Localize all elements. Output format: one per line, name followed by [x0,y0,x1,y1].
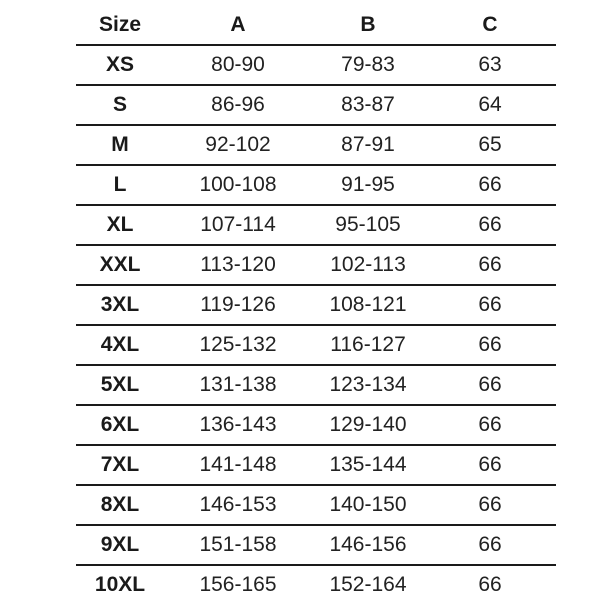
size-cell: 3XL [76,285,164,325]
table-row [76,85,556,125]
size-chart-table [76,6,556,604]
size-cell: M [76,125,164,165]
size-cell: 10XL [94,573,146,596]
table-row [76,405,556,445]
size-cell: XXL [76,245,164,285]
size-cell: 8XL [76,485,164,525]
a-cell: 125-132 [164,325,312,365]
size-cell: XS [76,45,164,85]
b-cell: 146-156 [312,525,424,565]
size-cell: 9XL [76,525,164,565]
b-cell: 116-127 [312,325,424,365]
table-row [76,565,556,604]
table-row [76,125,556,165]
c-cell: 66 [424,325,556,365]
size-cell: S [76,85,164,125]
b-cell: 135-144 [312,445,424,485]
c-cell: 66 [424,165,556,205]
c-cell: 66 [424,365,556,405]
table-row [76,485,556,525]
a-cell: 136-143 [164,405,312,445]
b-cell: 152-164 [329,573,407,596]
c-cell: 66 [424,205,556,245]
table-row [76,285,556,325]
table-row [76,245,556,285]
column-header-b: B [312,6,424,45]
c-cell: 63 [424,45,556,85]
a-cell: 146-153 [164,485,312,525]
column-header-size: Size [76,6,164,45]
b-cell: 140-150 [312,485,424,525]
header-row [76,6,556,45]
a-cell: 107-114 [164,205,312,245]
a-cell: 100-108 [164,165,312,205]
a-cell: 86-96 [164,85,312,125]
c-cell: 66 [424,445,556,485]
a-cell: 131-138 [164,365,312,405]
table-row [76,205,556,245]
b-cell: 83-87 [312,85,424,125]
c-cell: 66 [424,405,556,445]
c-cell: 66 [424,485,556,525]
size-cell: 5XL [76,365,164,405]
a-cell: 151-158 [164,525,312,565]
size-cell: XL [76,205,164,245]
b-cell: 95-105 [312,205,424,245]
b-cell: 102-113 [312,245,424,285]
table-row [76,525,556,565]
b-cell: 108-121 [312,285,424,325]
c-cell: 64 [424,85,556,125]
b-cell: 123-134 [312,365,424,405]
table-row [76,365,556,405]
c-cell: 66 [424,285,556,325]
b-cell: 91-95 [312,165,424,205]
column-header-c: C [424,6,556,45]
size-cell: 4XL [76,325,164,365]
b-cell: 79-83 [312,45,424,85]
column-header-a: A [164,6,312,45]
table-row [76,45,556,85]
a-cell: 141-148 [164,445,312,485]
table-body [76,45,556,604]
table-row [76,445,556,485]
c-cell: 66 [478,573,502,596]
table-row [76,165,556,205]
table-row [76,325,556,365]
c-cell: 66 [424,245,556,285]
a-cell: 156-165 [199,573,277,596]
a-cell: 119-126 [164,285,312,325]
size-cell: 6XL [76,405,164,445]
b-cell: 129-140 [312,405,424,445]
a-cell: 92-102 [164,125,312,165]
a-cell: 80-90 [164,45,312,85]
b-cell: 87-91 [312,125,424,165]
a-cell: 113-120 [164,245,312,285]
c-cell: 65 [424,125,556,165]
size-cell: 7XL [76,445,164,485]
size-cell: L [76,165,164,205]
c-cell: 66 [424,525,556,565]
